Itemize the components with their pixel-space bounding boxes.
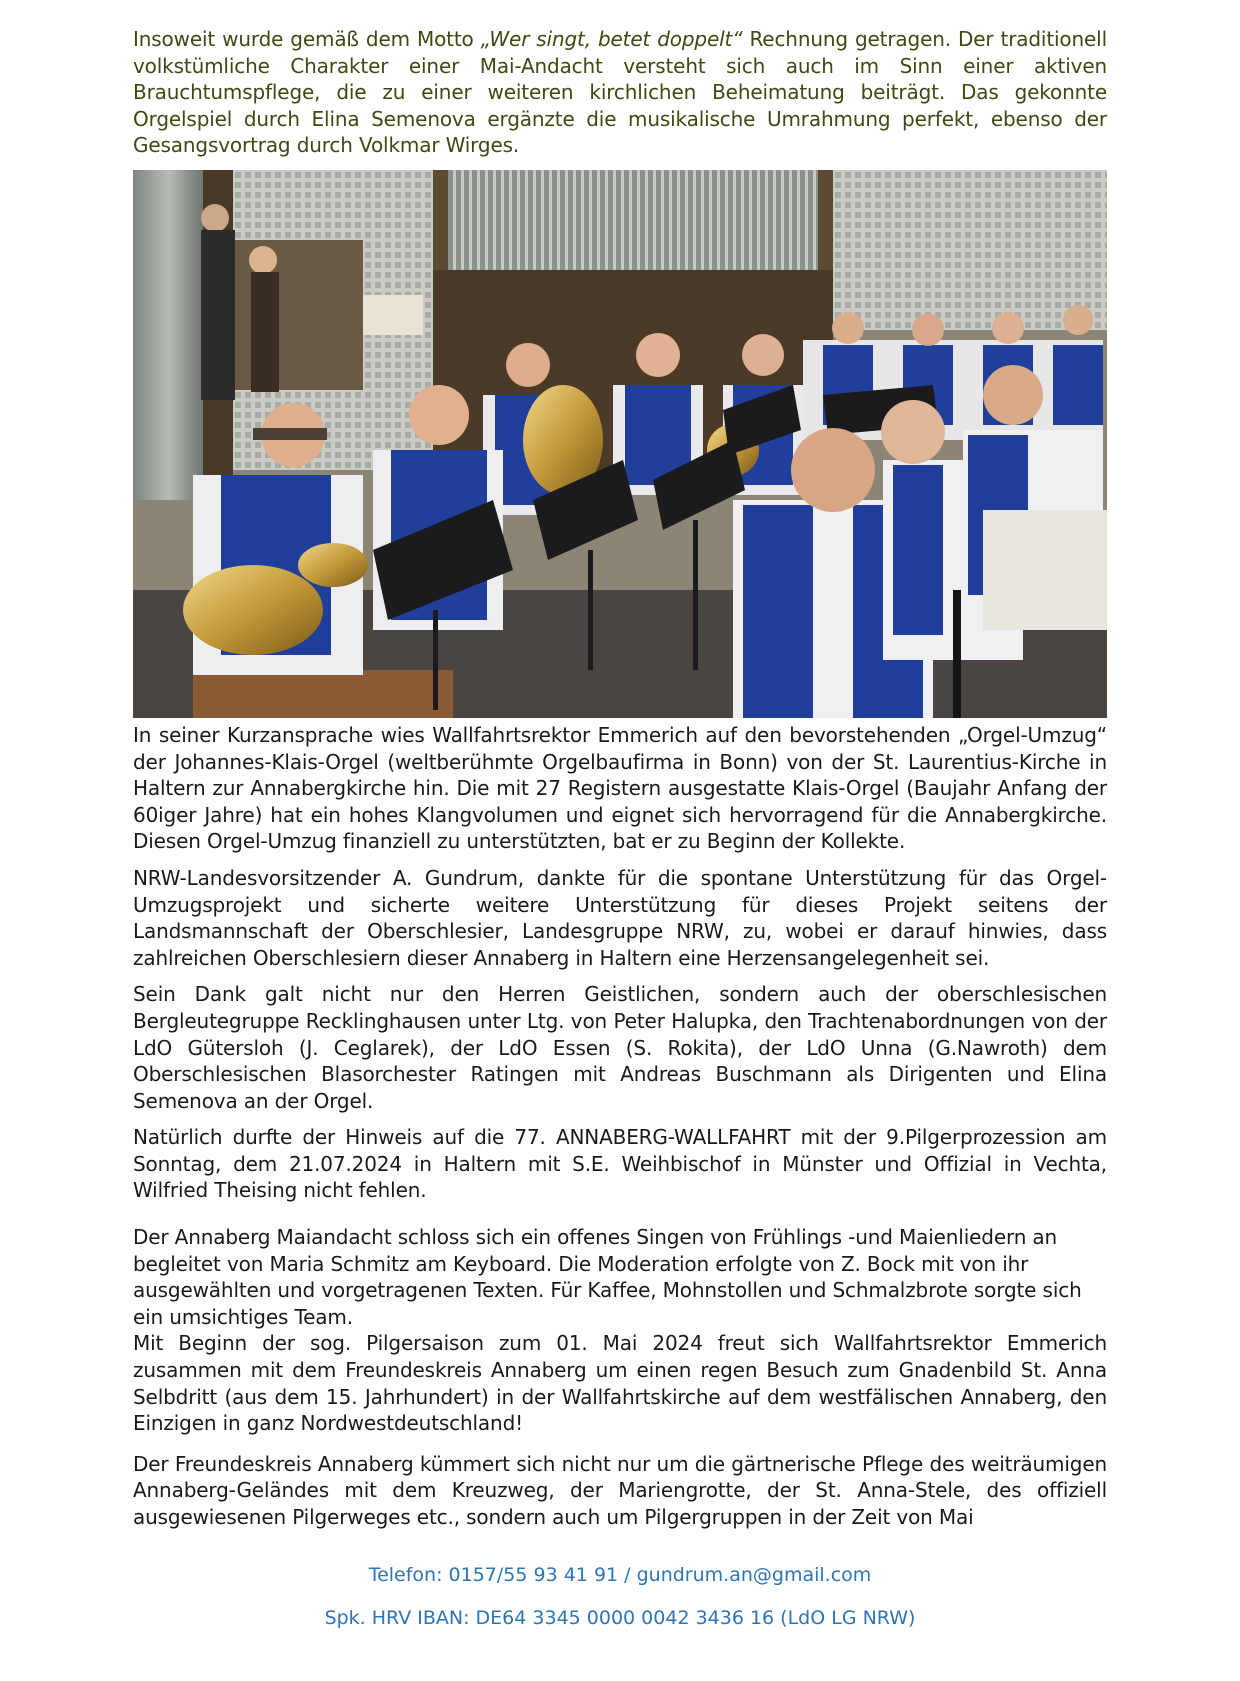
paragraph-gratitude: Sein Dank galt nicht nur den Herren Geistlichen, sondern auch der oberschlesischen Bergleutegruppe Recklinghausen unter Ltg. von Peter Halupka, den Trachtenabordnungen von der LdO Gütersloh (J. Ceglarek), der LdO Essen (S. Rokita), der LdO Unna (G.Nawroth) dem Oberschlesischen Blasorchester Ratingen mit Andreas Buschmann als Dirigenten und Elina Semenova an der Orgel. <box>133 982 1107 1113</box>
intro-text-rest: Das gekonnte Orgelspiel durch Elina Semenova ergänzte die musikalische Umrahmung perfekt, ebenso der Gesangsvortrag durch Volkmar Wirges. <box>133 80 1107 158</box>
paragraph-organ-move: In seiner Kurzansprache wies Wallfahrtsrektor Emmerich auf den bevorstehenden „Orgel-Umzug“ der Johannes-Klais-Orgel (weltberühmte Orgelbaufirma in Bonn) von der St. Laurentius-Kirche in Haltern zur Annabergkirche hin. Die mit 27 Registern ausgestatte Klais-Orgel (Baujahr Anfang der 60iger Jahre) hat ein hohes Klangvolumen und eignet sich hervorragend für die Annabergkirche. Diesen Orgel-Umzug finanziell zu unterstützten, bat er zu Beginn der Kollekte. <box>133 722 1107 854</box>
intro-motto: „Wer singt, betet doppelt“ <box>480 27 743 51</box>
paragraph-pilgrimage-notice: Natürlich durfte der Hinweis auf die 77. ANNABERG-WALLFAHRT mit der 9.Pilgerprozession am Sonntag, dem 21.07.2024 in Haltern mit S.E. Weihbischof in Münster und Offizial in Vechta, Wilfried Theising nicht fehlen. <box>133 1125 1107 1203</box>
paragraph-friends-circle: Der Freundeskreis Annaberg kümmert sich nicht nur um die gärtnerische Pflege des weiträumigen Annaberg-Geländes mit dem Kreuzweg, der Mariengrotte, der St. Anna-Stele, des offiziell ausgewiesenen Pilgerweges etc., sondern auch um Pilgergruppen in der Zeit von Mai <box>133 1451 1107 1529</box>
document-page <box>133 26 1107 1531</box>
brass-band-photo <box>133 170 1107 718</box>
paragraph-gundrum-thanks: NRW-Landesvorsitzender A. Gundrum, dankte für die spontane Unterstützung für das Orgel-Umzugsprojekt und sicherte weitere Unterstützung für dieses Projekt seitens der Landsmannschaft der Oberschlesier, Landesgruppe NRW, zu, wobei er darauf hinwies, dass zahlreichen Oberschlesiern dieser Annaberg in Haltern eine Herzensangelegenheit sei. <box>133 865 1107 970</box>
footer-bank-details: Spk. HRV IBAN: DE64 3345 0000 0042 3436 16 (LdO LG NRW) <box>324 1607 916 1629</box>
intro-text-after: Rechnung getragen. Der traditionell volkstümliche Charakter einer Mai-Andacht versteht sich auch im Sinn einer aktiven Brauchtumspflege, die zu einer weiteren kirchlichen Beheimatung beiträgt. <box>133 27 1107 105</box>
paragraph-open-singing: Der Annaberg Maiandacht schloss sich ein offenes Singen von Frühlings -und Maienliedern an begleitet von Maria Schmitz am Keyboard. Die Moderation erfolgte von Z. Bock mit von ihr ausgewählten und vorgetragenen Texten. Für Kaffee, Mohnstollen und Schmalzbrote sorgte sich ein umsichtiges Team. <box>133 1225 1082 1329</box>
footer-contact: Telefon: 0157/55 93 41 91 / gundrum.an@gmail.com <box>368 1564 872 1586</box>
intro-paragraph <box>133 26 1107 159</box>
paragraph-pilgrim-season: Mit Beginn der sog. Pilgersaison zum 01. Mai 2024 freut sich Wallfahrtsrektor Emmerich zusammen mit dem Freundeskreis Annaberg um einen regen Besuch zum Gnadenbild St. Anna Selbdritt (aus dem 15. Jahrhundert) in der Wallfahrtskirche auf dem westfälischen Annaberg, den Einzigen in ganz Nordwestdeutschland! <box>133 1331 1107 1436</box>
intro-text-before: Insoweit wurde gemäß dem Motto <box>133 27 481 51</box>
